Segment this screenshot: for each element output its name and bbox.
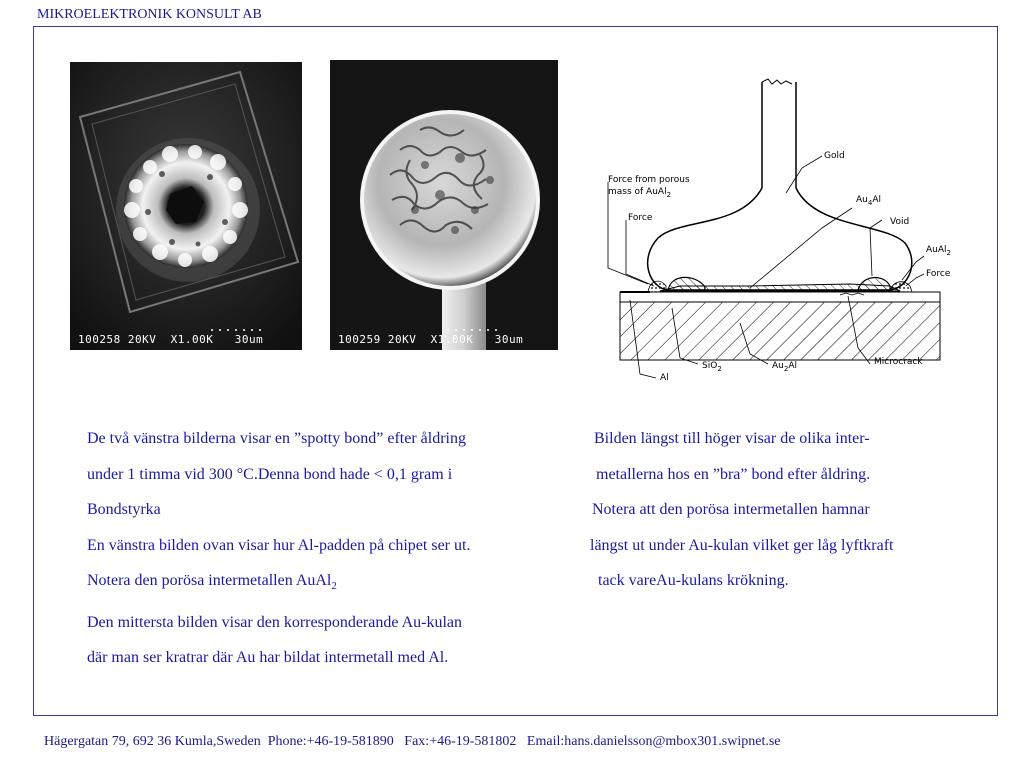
bond-cross-section-diagram <box>590 78 970 388</box>
sem-caption: 100259 20KV X1.00K 30um <box>338 333 524 346</box>
label-force-porous-2: mass of AuAl$_2$ <box>608 187 672 199</box>
label-gold: Gold <box>824 151 845 161</box>
company-name: MIKROELEKTRONIK KONSULT AB <box>37 7 262 22</box>
label-void: Void <box>890 217 910 227</box>
sem-image-al-pad <box>70 62 302 350</box>
label-au4al: $Au_4Al$ <box>856 195 882 207</box>
label-aual2: AuAl$_2$ <box>926 245 951 257</box>
left-text-line: under 1 timma vid 300 °C.Denna bond hade < 0,1 gram i <box>87 465 453 483</box>
left-text-line: Notera den porösa intermetallen AuAl$_2$ <box>87 572 337 593</box>
label-force-porous-1: Force from porous <box>608 175 690 185</box>
label-au2al: $Au_2Al$ <box>772 361 798 373</box>
left-text-line: De två vänstra bilderna visar en ”spotty bond” efter åldring <box>87 430 466 447</box>
contact-footer: Hägergatan 79, 692 36 Kumla,Sweden Phone:+46-19-581890 Fax:+46-19-581802 Email:hans.danielsson@mbox301.swipnet.se <box>44 734 781 749</box>
left-description <box>87 421 470 676</box>
label-sio2: SiO$_2$ <box>702 361 722 373</box>
right-description <box>590 421 893 599</box>
left-text-line: Den mittersta bilden visar den korresponderande Au-kulan <box>87 613 462 631</box>
left-text-line: där man ser kratrar där Au har bildat intermetall med Al. <box>87 649 449 667</box>
sem-image-au-ball <box>330 60 558 350</box>
right-text-line: Notera att den porösa intermetallen hamnar <box>592 501 870 518</box>
right-text-line: tack vareAu-kulans krökning. <box>598 572 789 589</box>
right-text-line: Bilden längst till höger visar de olika inter- <box>594 430 870 447</box>
left-text-line: En vänstra bilden ovan visar hur Al-padden på chipet ser ut. <box>87 536 471 554</box>
sem-caption: 100258 20KV X1.00K 30um <box>78 333 264 346</box>
label-force-right: Force <box>926 269 951 279</box>
left-text-line: Bondstyrka <box>87 501 161 518</box>
label-microcrack: Microcrack <box>874 357 923 367</box>
label-al: Al <box>660 373 669 383</box>
label-force-left: Force <box>628 213 653 223</box>
right-text-line: metallerna hos en ”bra” bond efter åldring. <box>596 465 871 483</box>
subscript: 2 <box>331 580 337 593</box>
right-text-line: längst ut under Au-kulan vilket ger låg lyftkraft <box>590 536 894 554</box>
